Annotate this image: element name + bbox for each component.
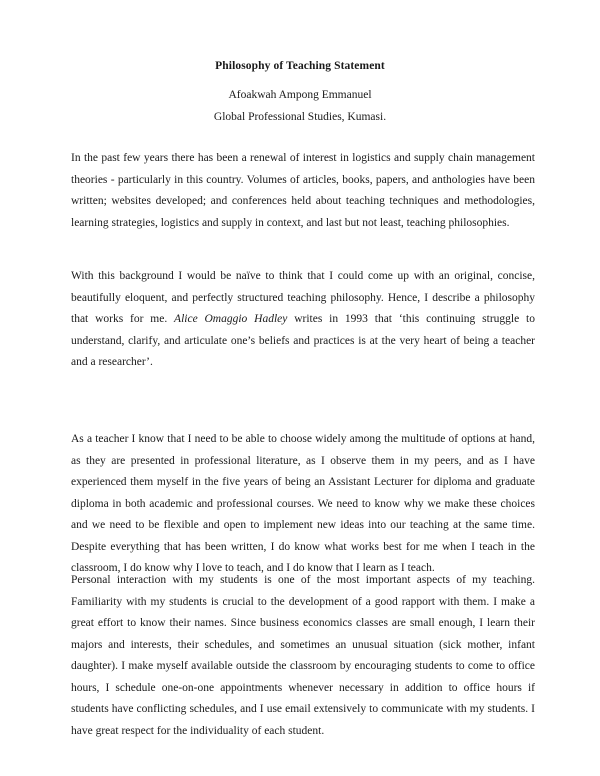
paragraph-teacher-choices: As a teacher I know that I need to be able to choose widely among the multitude of options at hand, as they are presented in professional literature, as I observe them in my peers, and as I have experienced them myself in the five years of being an Assistant Lecturer for diploma and graduate diploma in both academic and professional courses. We need to know why we make these choices and we need to be flexible and open to implement new ideas into our teaching at the same time. Despite everything that has been written, I do know what works best for me when I teach in the classroom, I do know why I love to teach, and I do know that I learn as I teach.	[71, 433, 535, 574]
paragraph-intro: In the past few years there has been a renewal of interest in logistics and supply chain management theories - particularly in this country. Volumes of articles, books, papers, and anthologies have been written; websites developed; and conferences held about teaching techniques and methodologies, learning strategies, logistics and supply in context, and last but not least, teaching philosophies.	[71, 152, 535, 229]
author-affiliation: Global Professional Studies, Kumasi.	[213, 111, 387, 123]
author-name: Afoakwah Ampong Emmanuel	[228, 89, 372, 101]
paragraph-background	[71, 266, 535, 374]
document-title: Philosophy of Teaching Statement	[215, 60, 385, 72]
paragraph-personal-interaction: Personal interaction with my students is one of the most important aspects of my teaching. Familiarity with my students is crucial to the development of a good rapport with them. I make a great effort to know their names. Since business economics classes are small enough, I learn their majors and interests, their schedules, and sometimes an unusual situation (sick mother, infant daughter). I make myself available outside the classroom by encouraging students to come to office hours, I schedule one-on-one appointments whenever necessary in addition to office hours if students have conflicting schedules, and I use email extensively to communicate with my students. I have great respect for the individuality of each student.	[71, 574, 535, 737]
cited-author: Alice Omaggio Hadley	[174, 313, 288, 325]
paragraph-background-text-start: With this background I would be naïve to think that I could come up with an original, concise, beautifully eloquent, and perfectly structured teaching philosophy. Hence, I describe a philosophy that works for me.	[71, 270, 535, 325]
paragraph-background-text-end: writes in 1993 that ‘this continuing struggle to understand, clarify, and articulate one’s beliefs and practices is at the very heart of being a teacher and a researcher’.	[71, 313, 535, 368]
